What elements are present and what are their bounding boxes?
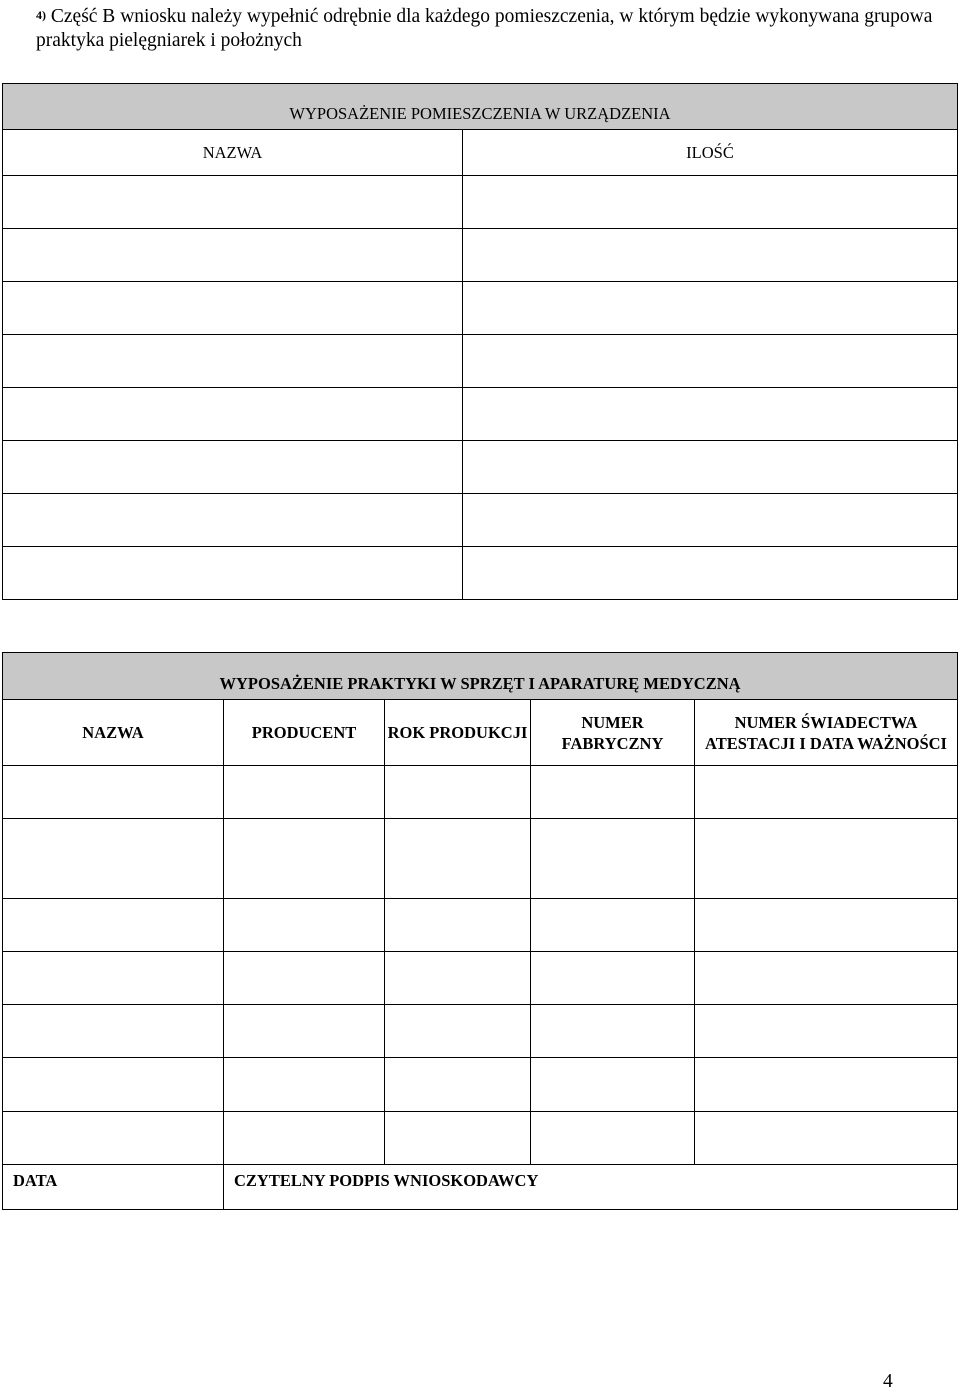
equipment-cell[interactable] (3, 1112, 224, 1165)
equipment-cell[interactable] (531, 1058, 695, 1112)
equipment-cell[interactable] (695, 952, 958, 1005)
equipment-cell[interactable] (3, 766, 224, 819)
equipment-cell[interactable] (695, 766, 958, 819)
equipment-cell[interactable] (695, 1112, 958, 1165)
equipment-cell[interactable] (224, 819, 385, 899)
equipment-cell[interactable] (385, 1005, 531, 1058)
room-quantity-cell[interactable] (463, 494, 958, 547)
room-quantity-cell[interactable] (463, 335, 958, 388)
col-header-name: NAZWA (3, 130, 463, 176)
signature-field[interactable]: CZYTELNY PODPIS WNIOSKODAWCY (224, 1165, 958, 1210)
equipment-cell[interactable] (385, 952, 531, 1005)
equipment-cell[interactable] (3, 899, 224, 952)
equipment-cell[interactable] (385, 766, 531, 819)
equipment-cell[interactable] (531, 899, 695, 952)
col-header-certificate: NUMER ŚWIADECTWA ATESTACJI I DATA WAŻNOŚCI (695, 700, 958, 766)
room-quantity-cell[interactable] (463, 176, 958, 229)
page-number: 4 (883, 1371, 893, 1392)
equipment-cell[interactable] (3, 1005, 224, 1058)
footnote-marker: 4) (36, 8, 46, 22)
equipment-cell[interactable] (385, 1112, 531, 1165)
room-name-cell[interactable] (3, 494, 463, 547)
equipment-cell[interactable] (224, 952, 385, 1005)
equipment-cell[interactable] (531, 766, 695, 819)
equipment-cell[interactable] (385, 1058, 531, 1112)
equipment-cell[interactable] (3, 1058, 224, 1112)
room-quantity-cell[interactable] (463, 229, 958, 282)
equipment-cell[interactable] (3, 952, 224, 1005)
room-name-cell[interactable] (3, 441, 463, 494)
footnote-note (36, 5, 936, 53)
equipment-cell[interactable] (531, 819, 695, 899)
room-name-cell[interactable] (3, 388, 463, 441)
room-name-cell[interactable] (3, 547, 463, 600)
col-header-serial-number: NUMER FABRYCZNY (531, 700, 695, 766)
equipment-cell[interactable] (695, 899, 958, 952)
room-quantity-cell[interactable] (463, 388, 958, 441)
room-equipment-table (2, 83, 958, 600)
equipment-cell[interactable] (224, 899, 385, 952)
room-equipment-title: WYPOSAŻENIE POMIESZCZENIA W URZĄDZENIA (3, 84, 958, 130)
room-quantity-cell[interactable] (463, 282, 958, 335)
footnote-text: Część B wniosku należy wypełnić odrębnie dla każdego pomieszczenia, w którym będzie wykonywana grupowa praktyka pielęgniarek i położnych (36, 6, 933, 51)
equipment-cell[interactable] (385, 899, 531, 952)
room-name-cell[interactable] (3, 229, 463, 282)
equipment-cell[interactable] (531, 1112, 695, 1165)
equipment-cell[interactable] (385, 819, 531, 899)
col-header-quantity: ILOŚĆ (463, 130, 958, 176)
equipment-cell[interactable] (224, 1058, 385, 1112)
equipment-cell[interactable] (695, 1005, 958, 1058)
equipment-cell[interactable] (531, 952, 695, 1005)
room-quantity-cell[interactable] (463, 441, 958, 494)
col-header-name: NAZWA (3, 700, 224, 766)
room-name-cell[interactable] (3, 335, 463, 388)
medical-equipment-title: WYPOSAŻENIE PRAKTYKI W SPRZĘT I APARATURĘ MEDYCZNĄ (3, 653, 958, 700)
col-header-producer: PRODUCENT (224, 700, 385, 766)
room-quantity-cell[interactable] (463, 547, 958, 600)
room-name-cell[interactable] (3, 282, 463, 335)
medical-equipment-table (2, 652, 958, 1210)
equipment-cell[interactable] (224, 1005, 385, 1058)
equipment-cell[interactable] (695, 1058, 958, 1112)
col-header-production-year: ROK PRODUKCJI (385, 700, 531, 766)
equipment-cell[interactable] (3, 819, 224, 899)
equipment-cell[interactable] (531, 1005, 695, 1058)
equipment-cell[interactable] (224, 1112, 385, 1165)
date-field[interactable]: DATA (3, 1165, 224, 1210)
equipment-cell[interactable] (224, 766, 385, 819)
room-name-cell[interactable] (3, 176, 463, 229)
equipment-cell[interactable] (695, 819, 958, 899)
